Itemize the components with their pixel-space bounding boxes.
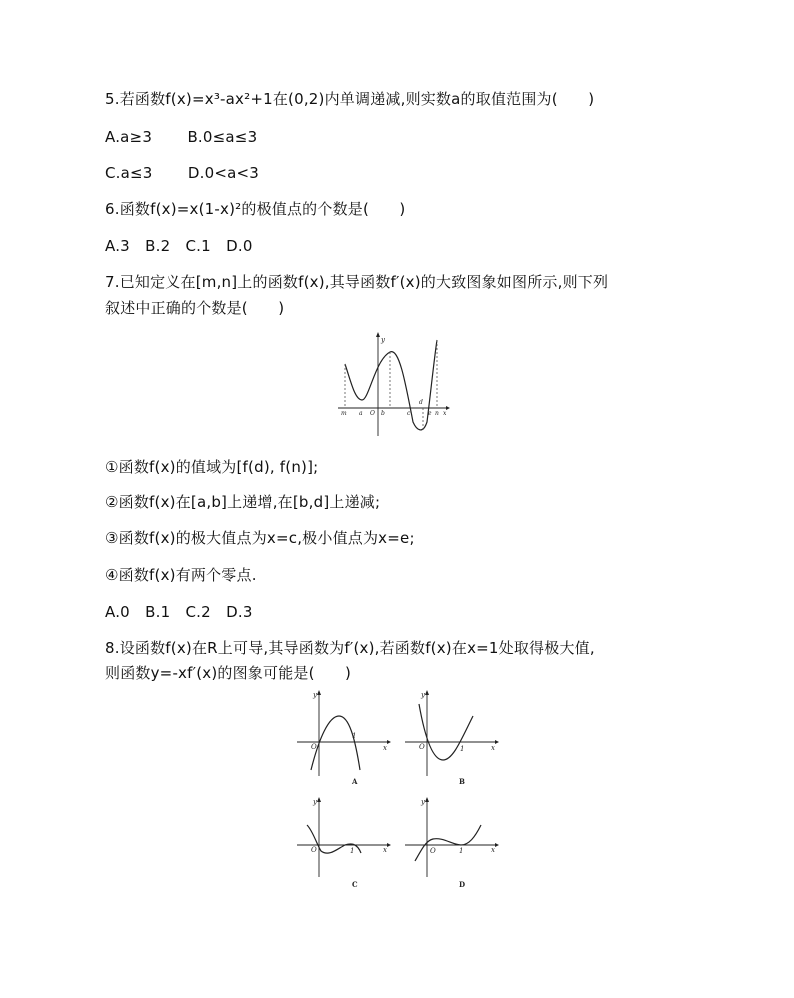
q7-label-n: n — [435, 410, 439, 417]
q8-curve-a — [311, 716, 360, 770]
q7-statement-4: ④函数f(x)有两个零点. — [105, 566, 257, 584]
q6-stem: 6.函数f(x)=x(1-x)²的极值点的个数是( ) — [105, 200, 406, 218]
svg-text:x: x — [383, 846, 387, 854]
q5-stem: 5.若函数f(x)=x³-ax²+1在(0,2)内单调递减,则实数a的取值范围为( ) — [105, 90, 595, 108]
q7-statement-1: ①函数f(x)的值域为[f(d), f(n)]; — [105, 458, 319, 476]
q7-label-x: x — [443, 410, 447, 417]
q8-caption-d: D — [459, 880, 466, 889]
q8-graph-b — [403, 688, 503, 788]
q7-statement-2: ②函数f(x)在[a,b]上递增,在[b,d]上递减; — [105, 493, 381, 511]
svg-text:y: y — [313, 691, 317, 699]
q7-stem-line2: 叙述中正确的个数是( ) — [105, 299, 285, 317]
q7-derivative-graph — [335, 330, 450, 438]
q8-graph-d — [403, 795, 503, 895]
svg-text:1: 1 — [459, 847, 464, 855]
svg-text:x: x — [491, 744, 495, 752]
q7-label-e: e — [428, 410, 432, 417]
q8-graph-a — [295, 688, 395, 788]
svg-text:O: O — [311, 846, 317, 854]
q8-stem-line2: 则函数y=-xf′(x)的图象可能是( ) — [105, 664, 352, 682]
svg-text:y: y — [421, 798, 425, 806]
q7-statement-3: ③函数f(x)的极大值点为x=c,极小值点为x=e; — [105, 529, 415, 547]
q8-caption-c: C — [352, 880, 358, 889]
q5-options-ab: A.a≥3 B.0≤a≤3 — [105, 128, 258, 146]
svg-text:y: y — [421, 691, 425, 699]
svg-text:O: O — [311, 743, 317, 751]
q7-label-c: c — [407, 410, 411, 417]
q8-caption-a: A — [352, 777, 358, 786]
svg-text:x: x — [383, 744, 387, 752]
svg-text:y: y — [313, 798, 317, 806]
q7-label-y: y — [381, 336, 385, 344]
q7-label-d: d — [419, 399, 423, 406]
q7-label-a: a — [359, 410, 363, 417]
q7-label-O: O — [370, 410, 375, 417]
q7-options: A.0 B.1 C.2 D.3 — [105, 603, 253, 621]
svg-text:1: 1 — [352, 732, 357, 740]
q8-stem-line1: 8.设函数f(x)在R上可导,其导函数为f′(x),若函数f(x)在x=1处取得极大值, — [105, 639, 595, 657]
q8-graph-c — [295, 795, 395, 895]
q6-options: A.3 B.2 C.1 D.0 — [105, 237, 253, 255]
q8-curve-d — [415, 825, 481, 861]
q8-caption-b: B — [459, 777, 465, 786]
svg-text:O: O — [430, 847, 436, 855]
svg-text:O: O — [419, 743, 425, 751]
svg-text:x: x — [491, 846, 495, 854]
q7-stem-line1: 7.已知定义在[m,n]上的函数f(x),其导函数f′(x)的大致图象如图所示,则下列 — [105, 273, 609, 291]
svg-text:1: 1 — [350, 847, 355, 855]
q7-label-b: b — [381, 410, 385, 417]
svg-text:1: 1 — [460, 745, 465, 753]
q5-options-cd: C.a≤3 D.0<a<3 — [105, 164, 260, 182]
q7-label-m: m — [341, 410, 347, 417]
